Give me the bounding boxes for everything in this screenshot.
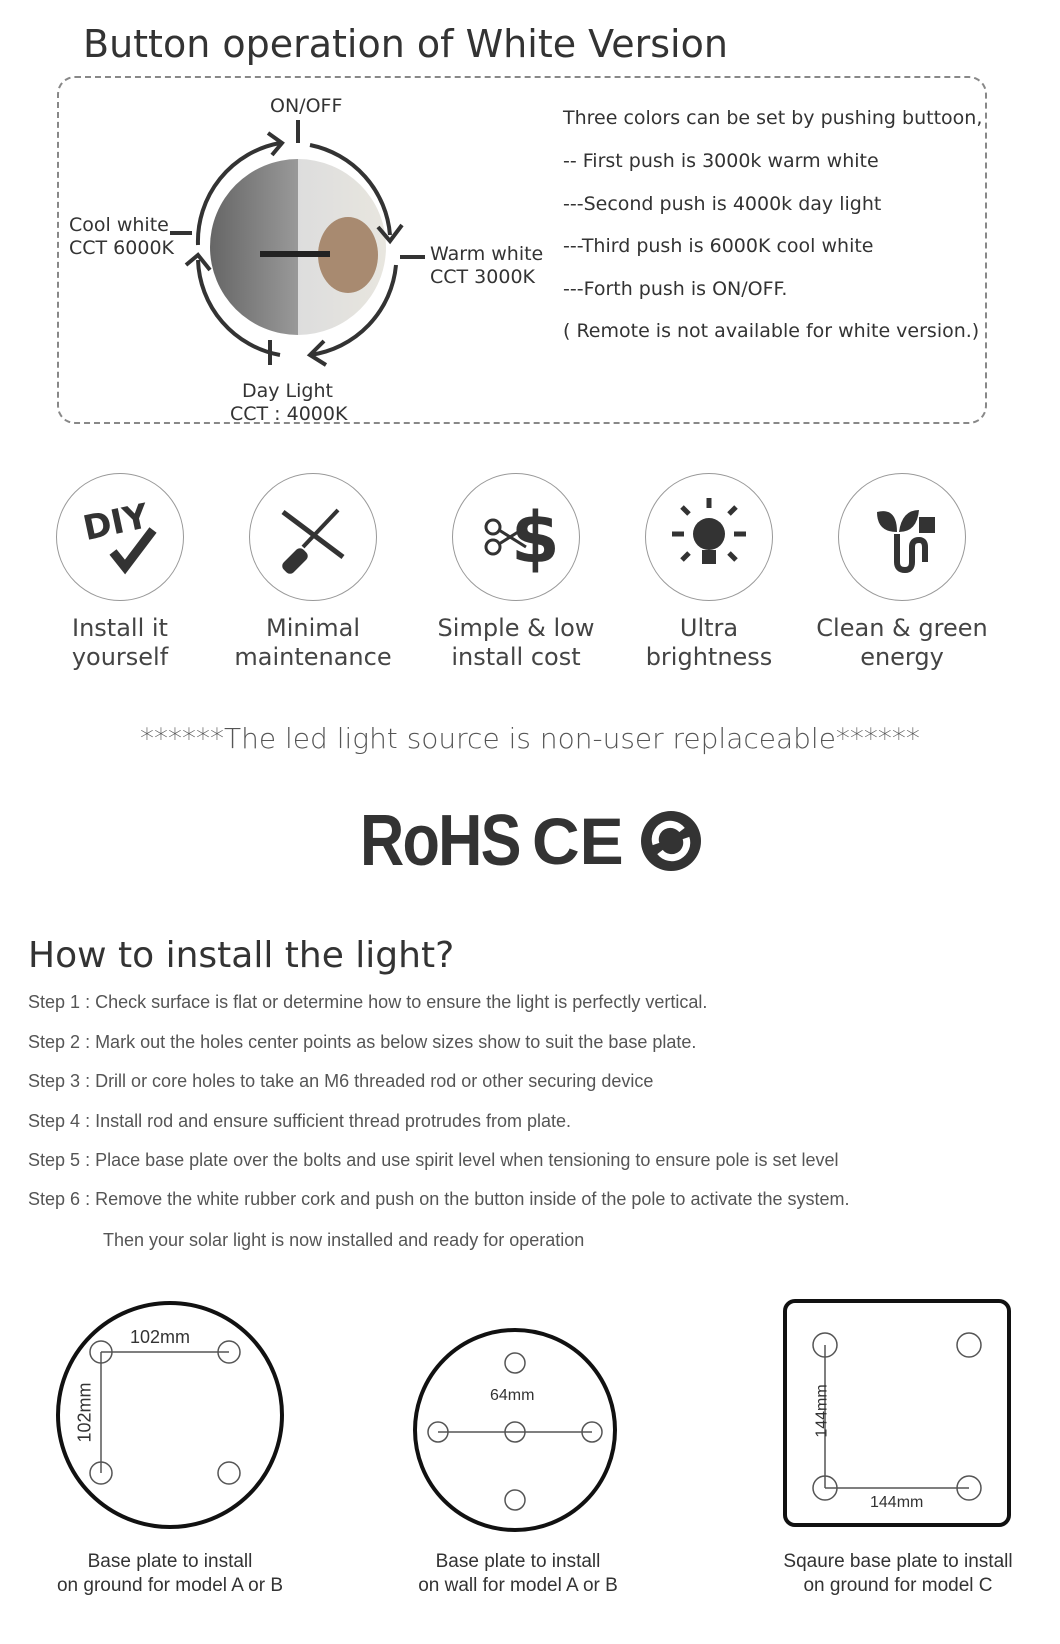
day-light-label: Day Light [242, 380, 333, 402]
description-line: ---Forth push is ON/OFF. [563, 278, 788, 300]
on-off-label: ON/OFF [270, 95, 343, 117]
feature-label: Minimal maintenance [234, 614, 392, 671]
install-step: Step 5 : Place base plate over the bolts and use spirit level when tensioning to ensure pole is set level [28, 1150, 839, 1170]
button-cycle-diagram [170, 115, 430, 375]
warm-white-label: Warm white [430, 243, 544, 265]
rohs-logo: RoHS [360, 801, 520, 881]
install-step: Step 4 : Install rod and ensure sufficient thread protrudes from plate. [28, 1111, 572, 1131]
feature-label: Clean & green energy [816, 614, 988, 671]
install-title: How to install the light? [28, 935, 455, 976]
dim-label: 144mm [870, 1494, 924, 1511]
description-line: -- First push is 3000k warm white [563, 150, 879, 172]
install-step: Step 1 : Check surface is flat or determine how to ensure the light is perfectly vertical. [28, 992, 708, 1012]
svg-text:DIY: DIY [79, 496, 153, 549]
day-light-cct: CCT : 4000K [230, 403, 348, 425]
description-line: Three colors can be set by pushing buttoon, [563, 107, 983, 129]
feature-label: Ultra brightness [645, 614, 773, 671]
install-final: Then your solar light is now installed and ready for operation [103, 1230, 585, 1250]
cool-white-label: Cool white [69, 214, 169, 236]
install-step: Step 2 : Mark out the holes center points as below sizes show to suit the base plate. [28, 1032, 697, 1052]
plate-caption: Base plate to install on ground for model A or B [56, 1551, 284, 1596]
plate-caption: Base plate to install on wall for model A or B [418, 1551, 618, 1596]
replaceable-note: ******The led light source is non-user replaceable****** [140, 722, 920, 755]
round-wall-plate [410, 1325, 620, 1535]
tools-icon [249, 473, 377, 601]
page-title: Button operation of White Version [83, 22, 728, 66]
dim-label: 64mm [490, 1387, 535, 1404]
cost-icon [452, 473, 580, 601]
cool-white-cct: CCT 6000K [69, 237, 174, 259]
svg-text:$: $ [511, 497, 560, 579]
install-step: Step 3 : Drill or core holes to take an M6 threaded rod or other securing device [28, 1071, 654, 1091]
green-dot-icon [638, 808, 704, 874]
bulb-icon [645, 473, 773, 601]
diy-icon [56, 473, 184, 601]
green-energy-icon [838, 473, 966, 601]
description-line: ( Remote is not available for white version.) [563, 320, 980, 342]
install-step: Step 6 : Remove the white rubber cork and push on the button inside of the pole to activate the system. [28, 1189, 850, 1209]
certifications [360, 800, 704, 882]
description-line: ---Second push is 4000k day light [563, 193, 882, 215]
feature-label: Install it yourself [71, 614, 169, 671]
description-line: ---Third push is 6000K cool white [563, 235, 874, 257]
warm-white-cct: CCT 3000K [430, 266, 535, 288]
dim-label: 102mm [130, 1327, 191, 1347]
feature-label: Simple & low install cost [437, 614, 595, 671]
dim-label: 102mm [74, 1382, 95, 1443]
dim-label: 144mm [813, 1384, 831, 1438]
plate-caption: Sqaure base plate to install on ground for model C [783, 1551, 1013, 1596]
ce-logo: CE [532, 804, 624, 878]
